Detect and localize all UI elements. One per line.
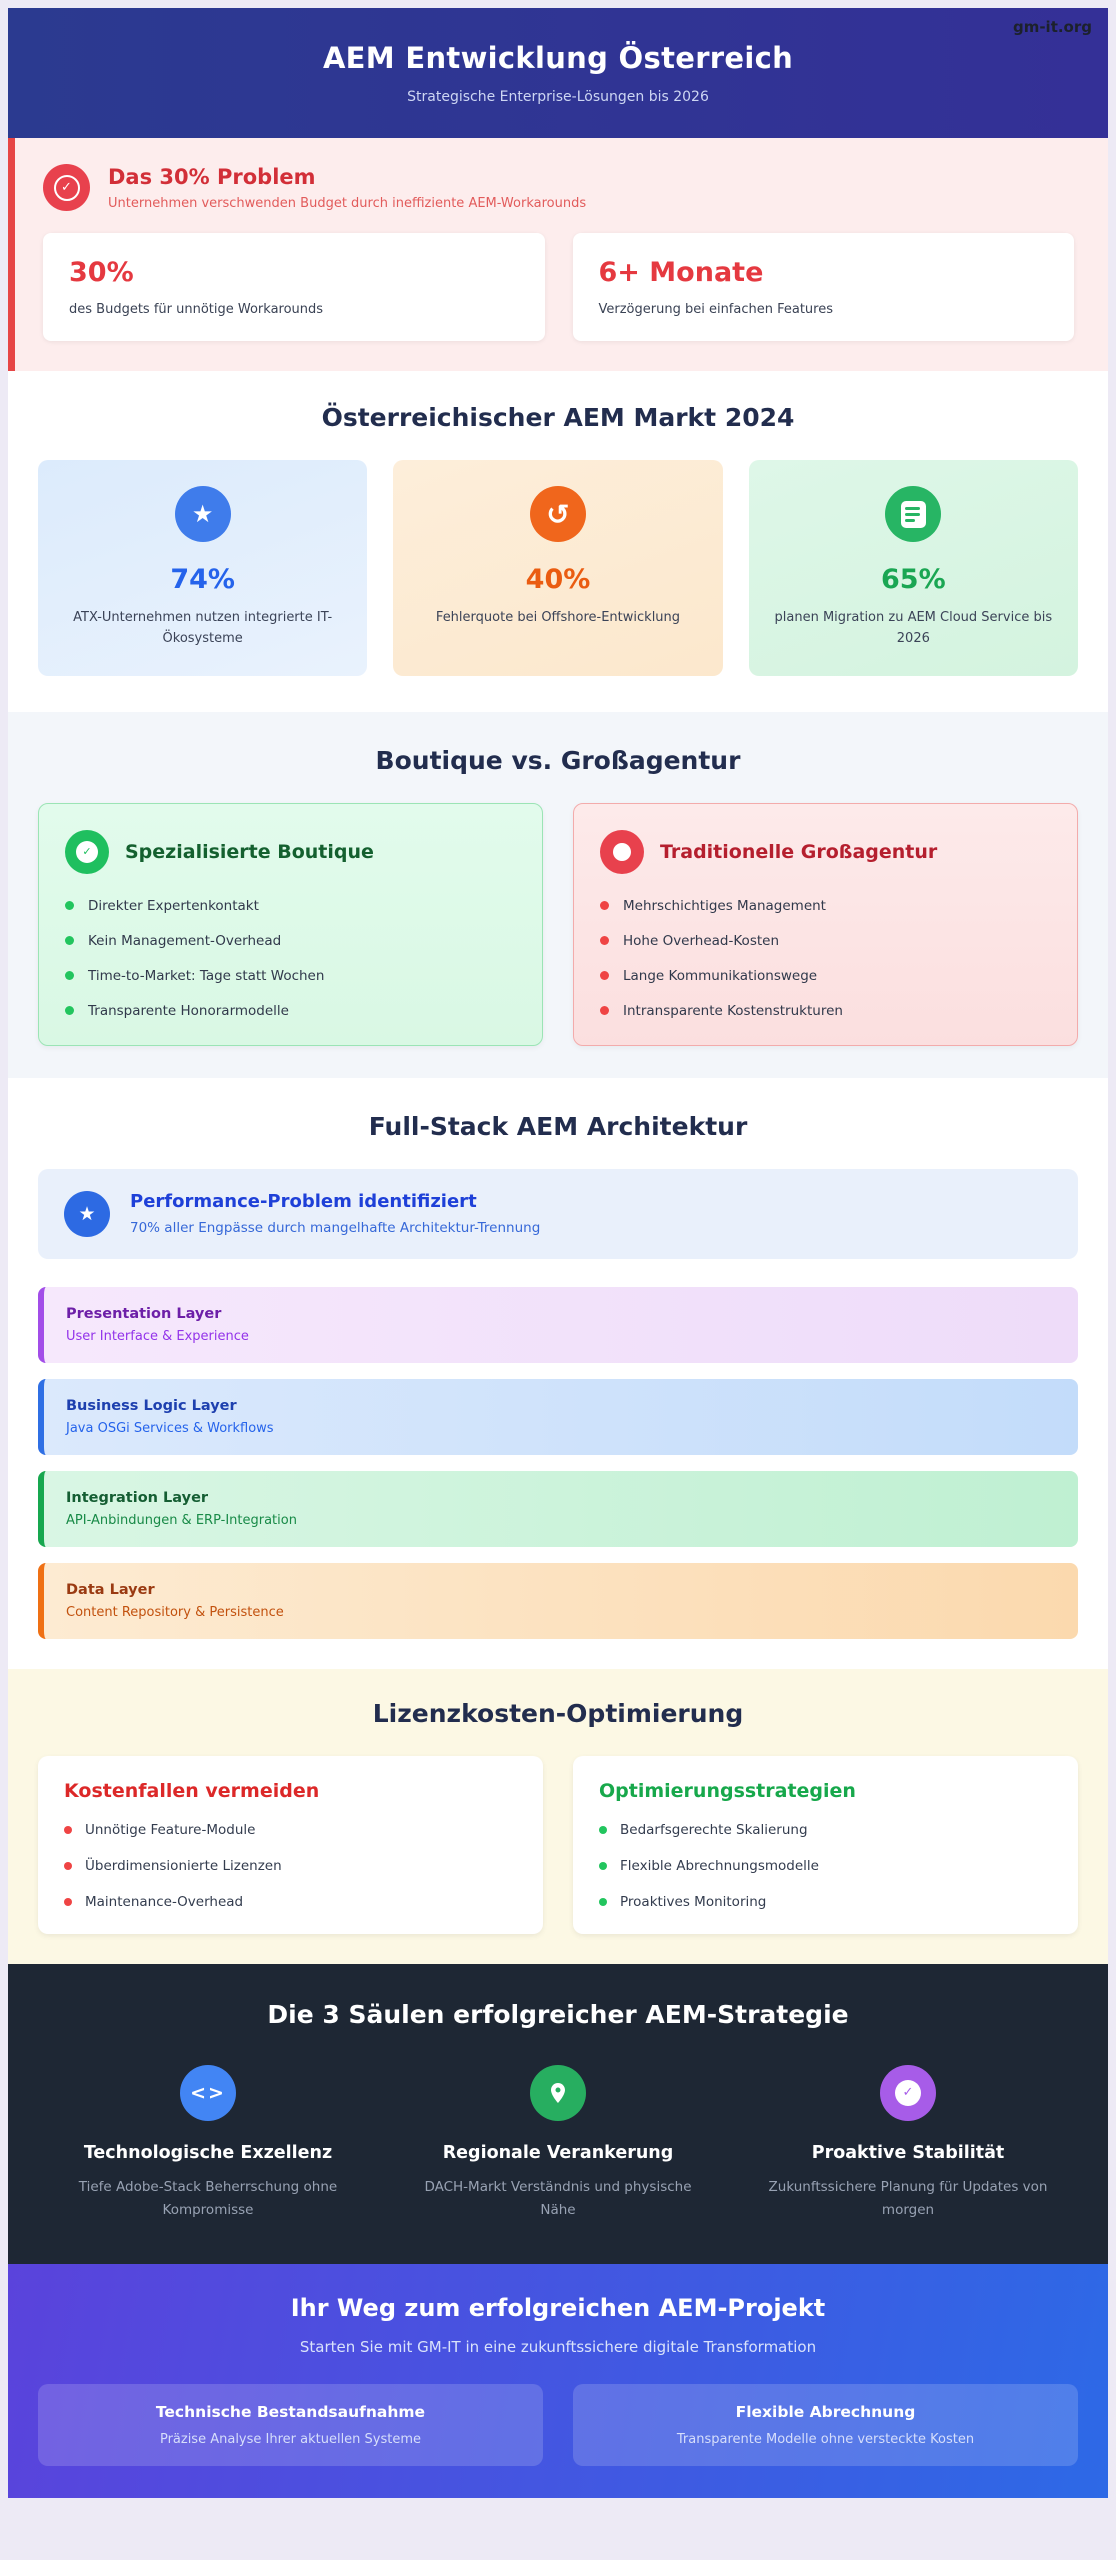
bullet-dot	[64, 1826, 72, 1834]
layer-data	[38, 1563, 1078, 1639]
bullet-dot	[599, 1862, 607, 1870]
list-item: Flexible Abrechnungsmodelle	[599, 1858, 1052, 1874]
alert-title: Performance-Problem identifiziert	[130, 1191, 477, 1213]
pillar-subtitle: DACH-Markt Verständnis und physische Nähe	[424, 2178, 692, 2218]
list-item: Proaktives Monitoring	[599, 1894, 1052, 1910]
market-section	[8, 371, 1108, 712]
boutique-card-title: Spezialisierte Boutique	[125, 840, 374, 863]
stat-card-budget	[43, 233, 545, 341]
code-icon: <>	[180, 2065, 236, 2121]
cta-grid	[38, 2384, 1078, 2466]
list-item: Transparente Honorarmodelle	[65, 1003, 516, 1019]
license-grid	[38, 1756, 1078, 1934]
list-item: Time-to-Market: Tage statt Wochen	[65, 968, 516, 984]
boutique-card	[38, 803, 543, 1046]
check-glyph: ✓	[54, 175, 80, 201]
pillar-technology	[48, 2065, 368, 2222]
market-grid	[38, 460, 1078, 676]
list-item: Überdimensionierte Lizenzen	[64, 1858, 517, 1874]
cta-card-title: Technische Bestandsaufnahme	[155, 2402, 426, 2421]
market-card-ecosystem	[38, 460, 367, 676]
bullet-dot	[64, 1862, 72, 1870]
comparison-grid	[38, 803, 1078, 1046]
bullet-dot	[600, 901, 609, 910]
star-icon: ★	[64, 1191, 110, 1237]
layer-subtitle: API-Anbindungen & ERP-Integration	[66, 1512, 297, 1528]
page-subtitle: Strategische Enterprise-Lösungen bis 2026	[407, 89, 709, 105]
market-card-offshore	[393, 460, 722, 676]
bullet-dot	[64, 1898, 72, 1906]
list-item: Lange Kommunikationswege	[600, 968, 1051, 984]
layer-title: Integration Layer	[66, 1489, 209, 1506]
site-logo[interactable]: gm-it.org	[1012, 18, 1092, 36]
problem-stats	[43, 233, 1074, 341]
pillar-title: Regionale Verankerung	[442, 2142, 674, 2163]
pillar-title: Proaktive Stabilität	[811, 2142, 1005, 2163]
cta-card-title: Flexible Abrechnung	[735, 2402, 916, 2421]
layer-title: Data Layer	[66, 1581, 155, 1598]
cost-traps-title: Kostenfallen vermeiden	[64, 1779, 320, 1802]
cta-card-assessment[interactable]	[38, 2384, 543, 2466]
agency-card-title: Traditionelle Großagentur	[660, 840, 938, 863]
bullet-dot	[65, 936, 74, 945]
bullet-dot	[65, 901, 74, 910]
bullet-dot	[600, 936, 609, 945]
bullet-dot	[65, 971, 74, 980]
architecture-title: Full-Stack AEM Architektur	[368, 1111, 748, 1141]
pillar-subtitle: Tiefe Adobe-Stack Beherrschung ohne Kompromisse	[78, 2178, 338, 2218]
list-item: Intransparente Kostenstrukturen	[600, 1003, 1051, 1019]
layer-subtitle: Java OSGi Services & Workflows	[66, 1420, 274, 1436]
list-item: Mehrschichtiges Management	[600, 898, 1051, 914]
stat-label: des Budgets für unnötige Workarounds	[69, 302, 324, 317]
market-label: planen Migration zu AEM Cloud Service bis 2026	[774, 610, 1053, 647]
problem-header	[43, 164, 1074, 211]
bullet-dot	[600, 1006, 609, 1015]
alert-subtitle: 70% aller Engpässe durch mangelhafte Architektur-Trennung	[130, 1220, 541, 1237]
stat-value: 6+ Monate	[598, 257, 764, 288]
layer-subtitle: User Interface & Experience	[66, 1328, 249, 1344]
market-value: 40%	[525, 564, 591, 595]
check-circle-icon: ✓	[65, 830, 109, 874]
bullet-dot	[600, 971, 609, 980]
problem-header-text	[108, 165, 586, 211]
performance-alert-text	[130, 1191, 540, 1236]
list-item: Kein Management-Overhead	[65, 933, 516, 949]
license-section	[8, 1669, 1108, 1964]
star-icon: ★	[175, 486, 231, 542]
problem-section	[8, 138, 1108, 371]
stat-card-delay	[573, 233, 1075, 341]
pillar-title: Technologische Exzellenz	[83, 2142, 333, 2163]
comparison-title: Boutique vs. Großagentur	[375, 745, 741, 775]
market-title: Österreichischer AEM Markt 2024	[321, 403, 795, 432]
agency-card-header	[600, 830, 1051, 874]
layer-business-logic	[38, 1379, 1078, 1455]
performance-alert	[38, 1169, 1078, 1259]
bullet-dot	[599, 1826, 607, 1834]
layer-presentation	[38, 1287, 1078, 1363]
license-title: Lizenzkosten-Optimierung	[372, 1698, 744, 1728]
cta-section	[8, 2264, 1108, 2498]
market-label: ATX-Unternehmen nutzen integrierte IT-Ökosysteme	[73, 610, 333, 647]
cta-card-subtitle: Präzise Analyse Ihrer aktuellen Systeme	[159, 2431, 422, 2447]
pillar-stability	[748, 2065, 1068, 2222]
architecture-section	[8, 1078, 1108, 1669]
location-pin-icon	[530, 2065, 586, 2121]
market-value: 65%	[881, 564, 946, 595]
alert-check-icon	[43, 164, 90, 211]
bullet-dot	[65, 1006, 74, 1015]
stat-label: Verzögerung bei einfachen Features	[598, 302, 834, 317]
comparison-section	[8, 712, 1108, 1078]
list-item: Maintenance-Overhead	[64, 1894, 517, 1910]
pillars-title: Die 3 Säulen erfolgreicher AEM-Strategie	[267, 1999, 849, 2029]
cta-card-subtitle: Transparente Modelle ohne versteckte Kosten	[676, 2431, 975, 2447]
cta-card-billing[interactable]	[573, 2384, 1078, 2466]
refresh-icon: ↺	[530, 486, 586, 542]
strategies-title: Optimierungsstrategien	[599, 1779, 856, 1802]
list-item: Bedarfsgerechte Skalierung	[599, 1822, 1052, 1838]
page-title: AEM Entwicklung Österreich	[322, 41, 794, 75]
layer-title: Presentation Layer	[66, 1305, 222, 1322]
cost-traps-card	[38, 1756, 543, 1934]
pillars-grid	[48, 2065, 1068, 2222]
header	[8, 8, 1108, 138]
cta-title: Ihr Weg zum erfolgreichen AEM-Projekt	[290, 2293, 826, 2322]
market-value: 74%	[170, 564, 235, 595]
check-circle-icon: ✓	[880, 2065, 936, 2121]
agency-card	[573, 803, 1078, 1046]
boutique-card-header	[65, 830, 516, 874]
problem-subtitle: Unternehmen verschwenden Budget durch ineffiziente AEM-Workarounds	[108, 195, 587, 211]
list-item: Direkter Expertenkontakt	[65, 898, 516, 914]
layer-integration	[38, 1471, 1078, 1547]
cta-subtitle: Starten Sie mit GM-IT in eine zukunftssichere digitale Transformation	[299, 2337, 817, 2356]
pillars-section	[8, 1964, 1108, 2264]
document-icon	[885, 486, 941, 542]
market-card-cloud	[749, 460, 1078, 676]
pillar-subtitle: Zukunftssichere Planung für Updates von morgen	[768, 2178, 1048, 2218]
market-label: Fehlerquote bei Offshore-Entwicklung	[435, 610, 681, 625]
dot-circle-icon	[600, 830, 644, 874]
layer-title: Business Logic Layer	[66, 1397, 237, 1414]
bullet-dot	[599, 1898, 607, 1906]
problem-title: Das 30% Problem	[108, 164, 316, 189]
pillar-regional	[398, 2065, 718, 2222]
list-item: Unnötige Feature-Module	[64, 1822, 517, 1838]
stat-value: 30%	[69, 257, 134, 288]
list-item: Hohe Overhead-Kosten	[600, 933, 1051, 949]
strategies-card	[573, 1756, 1078, 1934]
layer-subtitle: Content Repository & Persistence	[66, 1604, 284, 1620]
